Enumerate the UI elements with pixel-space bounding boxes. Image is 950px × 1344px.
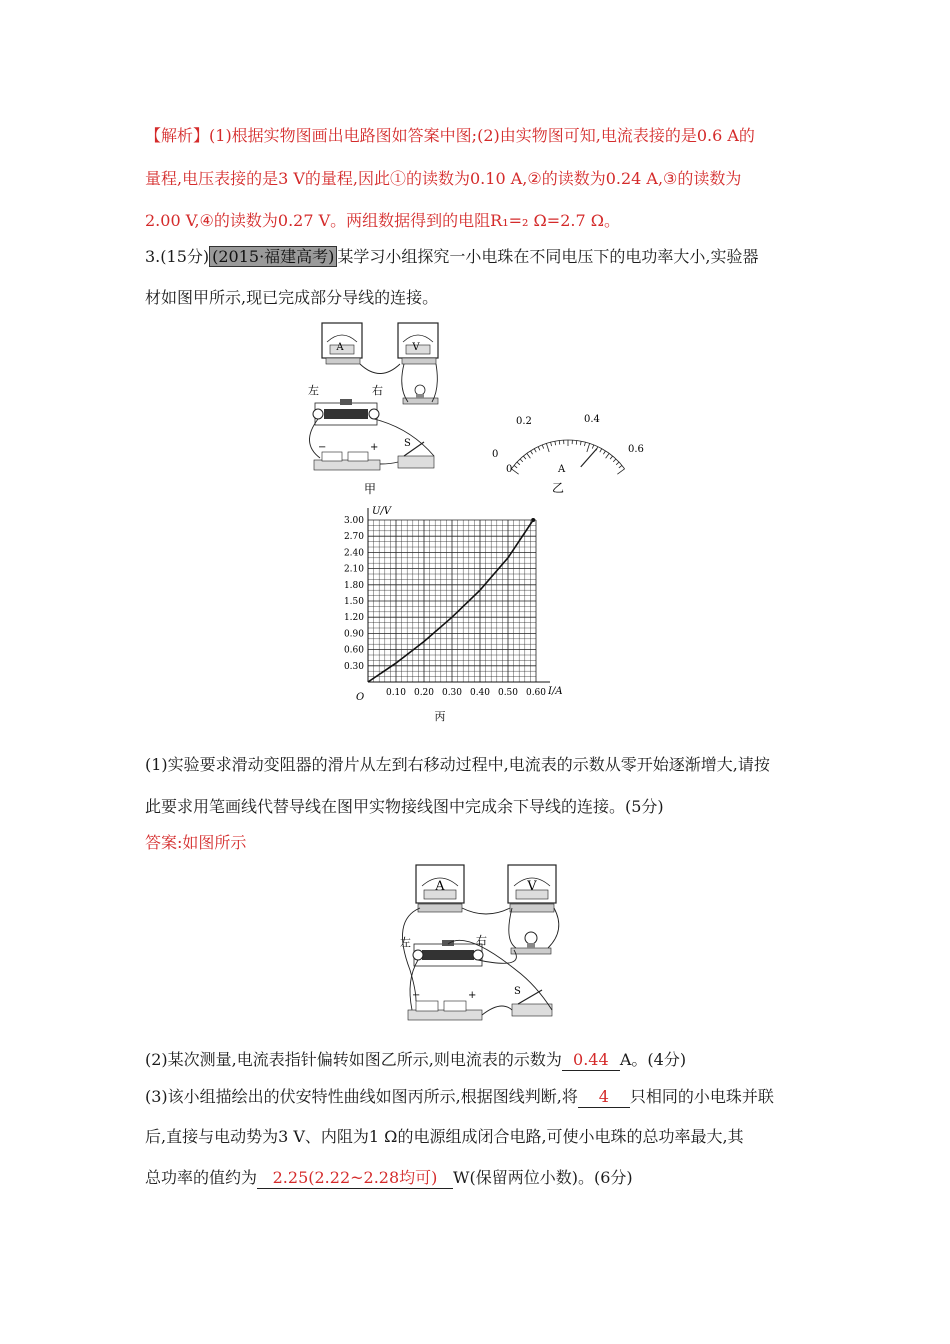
scale-tick bbox=[616, 462, 619, 465]
answer-ammeter-letter: A bbox=[435, 879, 445, 894]
scale-tick bbox=[606, 453, 610, 458]
x-tick-label: 0.50 bbox=[497, 688, 519, 698]
y-tick-label: 2.70 bbox=[343, 532, 364, 543]
question-number: 3. bbox=[145, 247, 161, 266]
y-tick-label: 0.60 bbox=[343, 645, 364, 656]
x-axis-label: I/A bbox=[548, 686, 563, 697]
question-score: (15分) bbox=[160, 247, 210, 266]
question-stem-text-1: 某学习小组探究一小电珠在不同电压下的电功率大小,实验器 bbox=[337, 247, 759, 266]
y-tick-label: 1.80 bbox=[343, 580, 364, 591]
scale-tick bbox=[523, 456, 526, 459]
figure-yi-label: 乙 bbox=[551, 481, 565, 495]
y-tick-label: 1.50 bbox=[343, 597, 364, 607]
answer-voltmeter-letter: V bbox=[527, 879, 537, 894]
scale-unit: A bbox=[558, 464, 566, 475]
scale-tick bbox=[517, 462, 520, 465]
part3-answer1-blank: 4 bbox=[578, 1087, 630, 1108]
part2-text-before: (2)某次测量,电流表指针偏转如图乙所示,则电流表的示数为 bbox=[145, 1050, 562, 1069]
analysis-bracket-label: 【解析】 bbox=[145, 126, 210, 145]
ammeter-scale-arc bbox=[511, 440, 624, 474]
scale-tick bbox=[580, 441, 581, 445]
y-tick-label: 1.20 bbox=[343, 613, 364, 624]
part2-text-after: A。(4分) bbox=[619, 1050, 687, 1069]
analysis-line-2: 量程,电压表接的是3 V的量程,因此①的读数为0.10 A,②的读数为0.24 A,③的读数为 bbox=[145, 169, 742, 188]
scale-tick bbox=[530, 451, 532, 454]
ammeter bbox=[322, 323, 362, 364]
analysis-text-1: (1)根据实物图画出电路图如答案中图;(2)由实物图可知,电流表接的是0.6 A的 bbox=[209, 126, 755, 145]
part3-text3-before: 总功率的值约为 bbox=[145, 1168, 258, 1187]
y-tick-label: 2.40 bbox=[343, 548, 364, 559]
scale-outer-0: 0 bbox=[492, 449, 499, 460]
analysis-line-3: 2.00 V,④的读数为0.27 V。两组数据得到的电阻R₁=₂ Ω=2.7 Ω。 bbox=[145, 211, 621, 230]
scale-tick bbox=[584, 442, 585, 446]
figure-jia-apparatus bbox=[300, 318, 460, 498]
part3-line-3 bbox=[145, 1168, 633, 1189]
figure-jia-label: 甲 bbox=[363, 482, 377, 496]
battery bbox=[314, 442, 380, 470]
part3-text3-after: W(保留两位小数)。(6分) bbox=[453, 1168, 633, 1187]
part1-answer: 答案:如图所示 bbox=[145, 833, 247, 852]
ammeter-letter: A bbox=[336, 342, 344, 353]
scale-tick bbox=[603, 451, 605, 454]
y-tick-label: 2.10 bbox=[343, 564, 364, 575]
scale-tick bbox=[555, 441, 556, 445]
scale-tick bbox=[617, 469, 624, 474]
answer-battery-minus: − bbox=[412, 990, 421, 1001]
scale-tick bbox=[559, 441, 560, 445]
voltmeter-letter: V bbox=[412, 342, 420, 353]
figure-bing-chart bbox=[340, 500, 580, 730]
scale-outer-02: 0.2 bbox=[516, 416, 532, 427]
scale-tick bbox=[551, 442, 552, 446]
scale-tick bbox=[592, 445, 593, 449]
answer-left-label: 左 bbox=[400, 936, 411, 949]
rheostat bbox=[308, 384, 383, 425]
answer-right-label: 右 bbox=[476, 934, 487, 947]
scale-outer-04: 0.4 bbox=[584, 414, 600, 425]
scale-tick bbox=[542, 445, 543, 449]
scale-tick bbox=[600, 449, 602, 453]
scale-tick bbox=[619, 465, 622, 468]
x-tick-label: 0.10 bbox=[385, 688, 407, 698]
source-tag: (2015·福建高考) bbox=[209, 246, 337, 267]
answer-bulb bbox=[511, 932, 551, 954]
question-stem-line-2: 材如图甲所示,现已完成部分导线的连接。 bbox=[145, 288, 439, 307]
scale-tick bbox=[576, 441, 577, 445]
scale-tick bbox=[587, 443, 590, 452]
y-tick-label: 0.90 bbox=[343, 629, 364, 640]
answer-battery bbox=[408, 990, 482, 1020]
scale-tick bbox=[613, 459, 616, 462]
y-axis-label: U/V bbox=[372, 506, 392, 517]
x-tick-label: 0.20 bbox=[413, 688, 435, 698]
figure-yi-ammeter-scale bbox=[478, 400, 658, 500]
scale-tick bbox=[546, 443, 549, 452]
battery-minus: − bbox=[318, 442, 327, 453]
rheostat-right-label: 右 bbox=[372, 384, 383, 397]
part3-answer2-blank: 2.25(2.22~2.28均可) bbox=[257, 1168, 453, 1189]
part1-line-2: 此要求用笔画线代替导线在图甲实物接线图中完成余下导线的连接。(5分) bbox=[145, 797, 664, 816]
question-stem-line-1 bbox=[145, 247, 759, 267]
chart-grid bbox=[368, 508, 550, 682]
scale-inner-0: 0 bbox=[506, 464, 513, 475]
part1-line-1: (1)实验要求滑动变阻器的滑片从左到右移动过程中,电流表的示数从零开始逐渐增大,请按 bbox=[145, 755, 770, 774]
answer-ammeter bbox=[416, 865, 464, 912]
voltmeter bbox=[398, 323, 438, 364]
part3-text-before: (3)该小组描绘出的伏安特性曲线如图丙所示,根据图线判断,将 bbox=[145, 1087, 578, 1106]
answer-rheostat bbox=[400, 934, 487, 966]
figure-bing-label: 丙 bbox=[434, 710, 446, 723]
x-tick-label: 0.30 bbox=[441, 688, 463, 698]
answer-voltmeter bbox=[508, 865, 556, 912]
chart-origin: O bbox=[356, 692, 365, 703]
switch-letter: S bbox=[404, 438, 411, 449]
x-tick-label: 0.40 bbox=[469, 688, 491, 698]
part2-answer-blank: 0.44 bbox=[562, 1050, 620, 1071]
figure-answer-apparatus bbox=[386, 860, 576, 1035]
chart-ticks bbox=[344, 516, 546, 698]
y-tick-label: 0.30 bbox=[343, 661, 364, 672]
part3-text-after: 只相同的小电珠并联 bbox=[629, 1087, 774, 1106]
scale-tick bbox=[610, 456, 613, 459]
battery-plus: + bbox=[370, 442, 379, 453]
part2-line bbox=[145, 1050, 686, 1071]
ammeter-pointer bbox=[581, 448, 597, 466]
scale-tick bbox=[511, 469, 518, 474]
analysis-line-1 bbox=[145, 126, 755, 146]
part3-line-1 bbox=[145, 1087, 774, 1108]
x-tick-label: 0.60 bbox=[525, 688, 547, 698]
answer-battery-plus: + bbox=[468, 990, 477, 1001]
part3-line-2: 后,直接与电动势为3 V、内阻为1 Ω的电源组成闭合电路,可使小电珠的总功率最大,其 bbox=[145, 1127, 744, 1146]
y-tick-label: 3.00 bbox=[343, 516, 364, 526]
scale-tick bbox=[534, 449, 536, 453]
answer-switch-letter: S bbox=[514, 986, 521, 997]
switch bbox=[398, 438, 434, 468]
scale-outer-06: 0.6 bbox=[628, 444, 644, 455]
scale-tick bbox=[514, 465, 517, 468]
scale-tick bbox=[527, 453, 531, 458]
rheostat-left-label: 左 bbox=[308, 384, 319, 397]
scale-tick bbox=[538, 447, 540, 451]
scale-tick bbox=[520, 459, 523, 462]
